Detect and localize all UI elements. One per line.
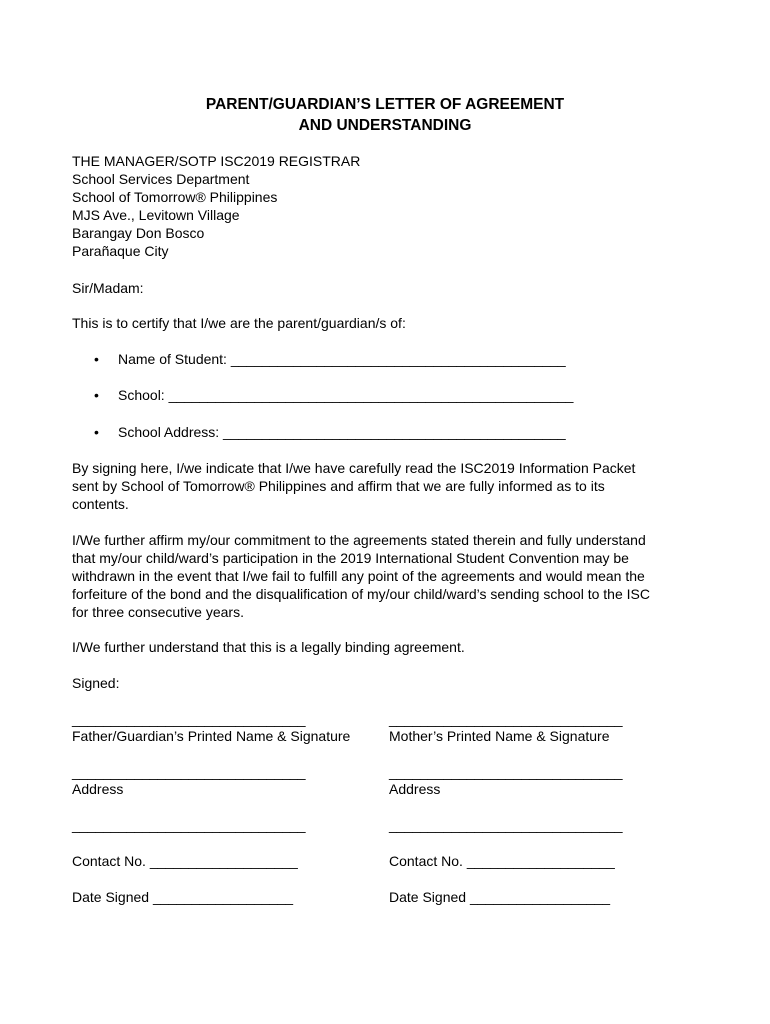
father-date-field[interactable]: Date Signed __________________ bbox=[72, 889, 294, 905]
paragraph-line: for three consecutive years. bbox=[72, 604, 244, 620]
father-signature-label: Father/Guardian’s Printed Name & Signature bbox=[72, 728, 351, 744]
paragraph-binding: I/We further understand that this is a legally binding agreement. bbox=[72, 639, 465, 655]
addressee-line: Parañaque City bbox=[72, 243, 169, 259]
addressee-block bbox=[72, 152, 360, 260]
father-signature-line[interactable]: ______________________________ bbox=[72, 711, 306, 727]
document-title bbox=[0, 94, 770, 136]
mother-address-line-2[interactable]: ______________________________ bbox=[389, 817, 623, 833]
bullet-icon: • bbox=[94, 387, 99, 403]
paragraph-line: withdrawn in the event that I/we fail to fulfill any point of the agreements and would mean the bbox=[72, 568, 645, 584]
paragraph-signing bbox=[72, 459, 702, 513]
addressee-line: School of Tomorrow® Philippines bbox=[72, 189, 278, 205]
addressee-line: THE MANAGER/SOTP ISC2019 REGISTRAR bbox=[72, 153, 361, 169]
school-address-field[interactable]: School Address: ____________________________________________ bbox=[118, 424, 566, 440]
certify-statement: This is to certify that I/we are the parent/guardian/s of: bbox=[72, 315, 406, 331]
bullet-icon: • bbox=[94, 424, 99, 440]
student-name-field[interactable]: Name of Student: ___________________________________________ bbox=[118, 351, 566, 367]
paragraph-line: contents. bbox=[72, 496, 129, 512]
title-line-2: AND UNDERSTANDING bbox=[298, 117, 472, 134]
mother-signature-line[interactable]: ______________________________ bbox=[389, 711, 623, 727]
school-field[interactable]: School: ____________________________________________________ bbox=[118, 387, 574, 403]
paragraph-commitment bbox=[72, 531, 702, 621]
father-address-line[interactable]: ______________________________ bbox=[72, 764, 306, 780]
addressee-line: MJS Ave., Levitown Village bbox=[72, 207, 240, 223]
title-line-1: PARENT/GUARDIAN’S LETTER OF AGREEMENT bbox=[205, 96, 565, 113]
salutation: Sir/Madam: bbox=[72, 280, 144, 296]
mother-date-field[interactable]: Date Signed __________________ bbox=[389, 889, 611, 905]
father-address-line-2[interactable]: ______________________________ bbox=[72, 817, 306, 833]
signed-label: Signed: bbox=[72, 675, 120, 691]
bullet-icon: • bbox=[94, 351, 99, 367]
mother-signature-label: Mother’s Printed Name & Signature bbox=[389, 728, 610, 744]
addressee-line: School Services Department bbox=[72, 171, 250, 187]
paragraph-line: that my/our child/ward’s participation in the 2019 International Student Convention may be bbox=[72, 550, 629, 566]
addressee-line: Barangay Don Bosco bbox=[72, 225, 205, 241]
father-address-label: Address bbox=[72, 781, 124, 797]
paragraph-line: I/We further affirm my/our commitment to the agreements stated therein and fully understand bbox=[72, 532, 646, 548]
paragraph-line: By signing here, I/we indicate that I/we have carefully read the ISC2019 Information Packet bbox=[72, 460, 636, 476]
mother-address-line[interactable]: ______________________________ bbox=[389, 764, 623, 780]
father-contact-field[interactable]: Contact No. ___________________ bbox=[72, 853, 298, 869]
mother-contact-field[interactable]: Contact No. ___________________ bbox=[389, 853, 615, 869]
mother-address-label: Address bbox=[389, 781, 441, 797]
paragraph-line: forfeiture of the bond and the disqualification of my/our child/ward’s sending school to the ISC bbox=[72, 586, 650, 602]
paragraph-line: sent by School of Tomorrow® Philippines and affirm that we are fully informed as to its bbox=[72, 478, 605, 494]
